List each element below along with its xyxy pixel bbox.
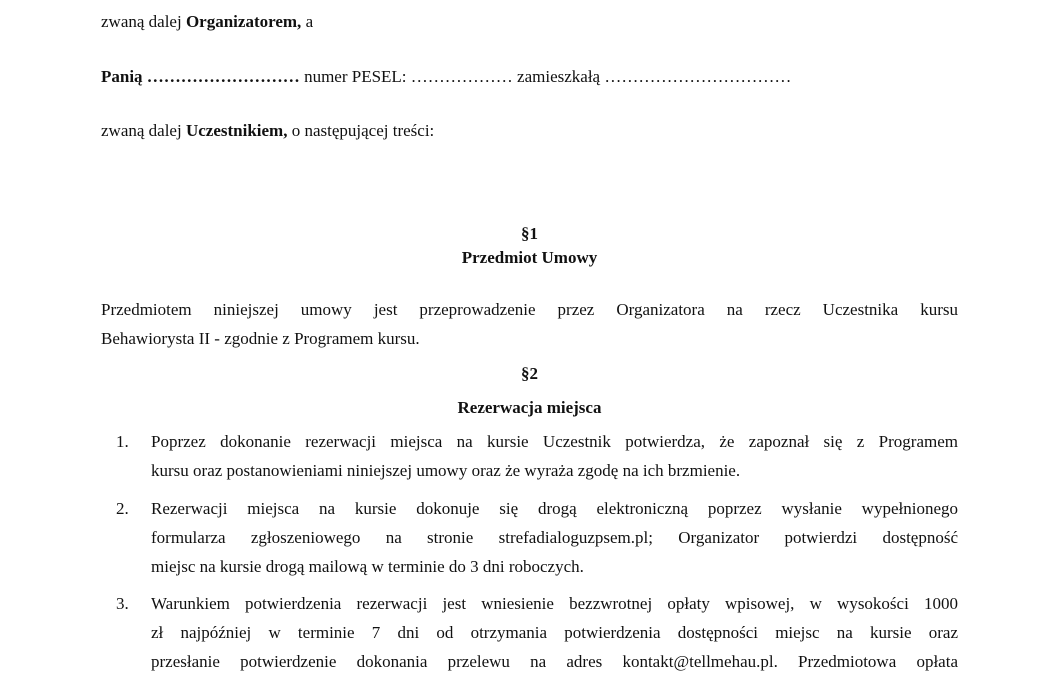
- section-1-title: Przedmiot Umowy: [461, 248, 598, 267]
- organizer-suffix: a: [301, 12, 314, 31]
- list-item-number: 2.: [116, 499, 129, 518]
- list-item-text: [151, 589, 958, 676]
- list-item-line: Rezerwacji miejsca na kursie dokonuje się drogą elektroniczną poprzez wysłanie wypełnionego: [151, 499, 958, 518]
- pani-label: Panią ………………………: [101, 67, 300, 86]
- section-1-line-2: Behawiorysta II - zgodnie z Programem kursu.: [101, 329, 420, 348]
- section-2-title: Rezerwacja miejsca: [457, 398, 602, 417]
- list-item: [101, 494, 958, 581]
- list-item-line: przesłanie potwierdzenie dokonania przelewu na adres kontakt@tellmehau.pl. Przedmiotowa opłata: [151, 652, 958, 671]
- participant-term: Uczestnikiem,: [185, 121, 288, 140]
- list-item-line: zł najpóźniej w terminie 7 dni od otrzymania potwierdzenia dostępności miejsc na kursie oraz: [151, 623, 958, 642]
- list-item-line: formularza zgłoszeniowego na stronie strefadialoguzpsem.pl; Organizator potwierdzi dostępność: [151, 528, 958, 547]
- participant-line: [101, 121, 434, 141]
- list-item-line: kursu oraz postanowieniami niniejszej umowy oraz że wyraża zgodę na ich brzmienie.: [151, 461, 741, 480]
- organizer-line: [101, 12, 313, 32]
- pesel-address-fields: numer PESEL: ……………… zamieszkałą ……………………………: [299, 67, 792, 86]
- list-item-text: [151, 494, 958, 581]
- list-item-line: Warunkiem potwierdzenia rezerwacji jest wniesienie bezzwrotnej opłaty wpisowej, w wysokości 1000: [151, 594, 958, 613]
- list-item-number: 1.: [116, 432, 129, 451]
- organizer-prefix: zwaną dalej: [101, 12, 186, 31]
- section-1-line-1: Przedmiotem niniejszej umowy jest przeprowadzenie przez Organizatora na rzecz Uczestnika kursu: [101, 300, 958, 319]
- list-item-line: Poprzez dokonanie rezerwacji miejsca na kursie Uczestnik potwierdza, że zapoznał się z Programem: [151, 432, 958, 451]
- organizer-term: Organizatorem,: [185, 12, 302, 31]
- section-2-number: §2: [521, 364, 538, 383]
- participant-details-line: [101, 67, 791, 87]
- list-item: [101, 427, 958, 485]
- section-1-paragraph: [101, 295, 958, 353]
- list-item: [101, 589, 958, 676]
- list-item-line: miejsc na kursie drogą mailową w terminie do 3 dni roboczych.: [151, 557, 584, 576]
- list-item-text: [151, 427, 958, 485]
- participant-suffix: o następującej treści:: [287, 121, 435, 140]
- list-item-number: 3.: [116, 594, 129, 613]
- section-1-number: §1: [521, 224, 538, 243]
- participant-prefix: zwaną dalej: [101, 121, 186, 140]
